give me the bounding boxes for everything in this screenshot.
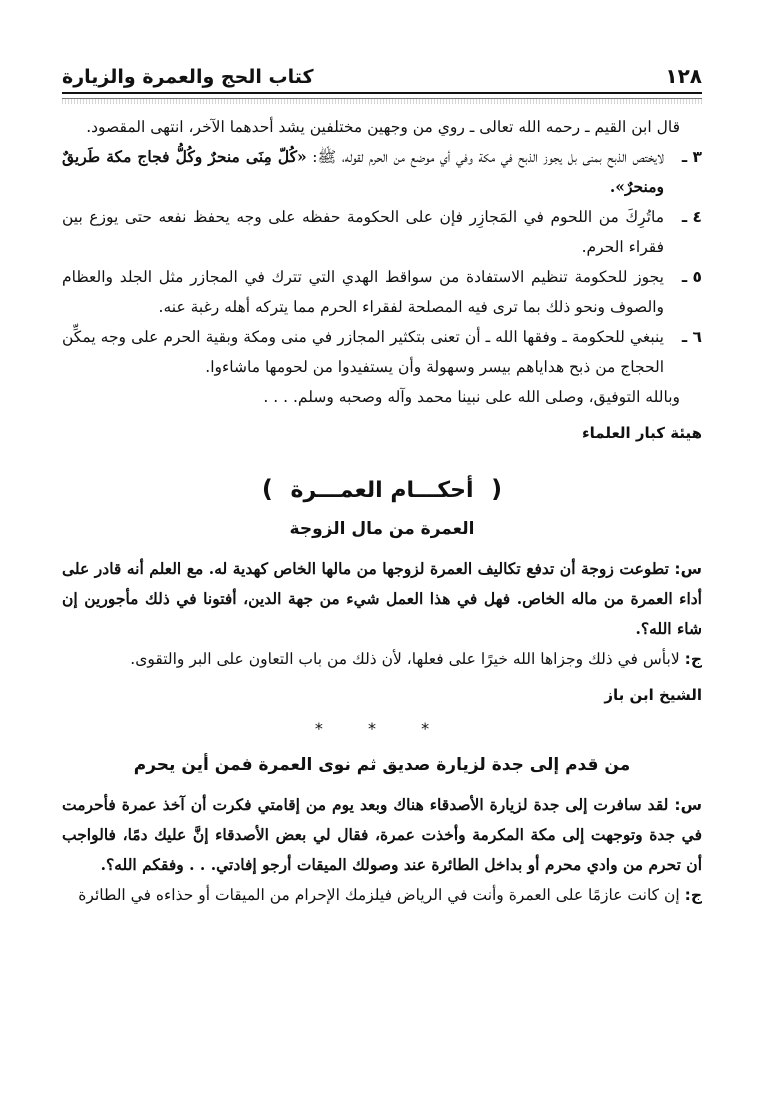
signature-ibn-baz: الشيخ ابن باز	[604, 686, 702, 704]
header-texture	[62, 99, 702, 104]
list-item	[62, 262, 702, 322]
page-number: ١٢٨	[665, 64, 702, 88]
signature-council: هيئة كبار العلماء	[581, 424, 702, 442]
question-label: س:	[674, 560, 702, 578]
answer-paragraph	[62, 880, 702, 910]
book-title: كتاب الحج والعمرة والزيارة	[62, 66, 314, 88]
item-body: لايختص الذبح بمنى بل يجوز الذبح في مكة وفي أي موضع من الحرم لقوله، ﷺ:	[312, 148, 665, 166]
item-number: ٥ ـ	[681, 268, 702, 286]
section-divider-stars: * * *	[314, 719, 450, 738]
answer-paragraph	[62, 644, 702, 674]
page-header	[62, 52, 702, 88]
question-paragraph	[62, 554, 702, 644]
header-rule	[62, 92, 702, 99]
answer-label: ج:	[684, 650, 702, 668]
question-label: س:	[674, 796, 702, 814]
item-body: ينبغي للحكومة ـ وفقها الله ـ أن تعنى بتكثير المجازر في منى ومكة وبقية الحرم على وجه يمكِّن الحجاج من ذبح هداياهم بيسر وسهولة وأن يستفيدوا من لحومها ماشاءوا.	[62, 328, 664, 376]
item-body: ماتُرِكَ من اللحوم في المَجازِر فإن على الحكومة حفظه على وجه يحفظ نفعه حتى يوزع بين فقراء الحرم.	[62, 208, 664, 256]
item-body: يجوز للحكومة تنظيم الاستفادة من سواقط الهدي التي تترك في المجازر مثل الجلد والعظام والصوف ونحو ذلك بما ترى فيه المصلحة لفقراء الحرم مما يتركه أهله رغبة عنه.	[62, 268, 664, 316]
answer-text: إن كانت عازمًا على العمرة وأنت في الرياض فيلزمك الإحرام من الميقات أو حذاءه في الطائرة	[78, 886, 680, 904]
hadith-quote: «كُلّ مِنَى منحرٌ وكُلُّ فجاج مكة طَريقٌ ومنحرٌ».	[62, 147, 664, 196]
section-heading	[62, 474, 702, 506]
closing-paragraph: وبالله التوفيق، وصلى الله على نبينا محمد وآله وصحبه وسلم. . . .	[263, 388, 680, 406]
topic-title: العمرة من مال الزوجة	[289, 519, 475, 539]
topic-title: من قدم إلى جدة لزيارة صديق ثم نوى العمرة فمن أين يحرم	[133, 755, 631, 775]
item-number: ٤ ـ	[681, 208, 702, 226]
answer-text: لابأس في ذلك وجزاها الله خيرًا على فعلها، لأن ذلك من باب التعاون على البر والتقوى.	[130, 650, 680, 668]
list-item	[62, 202, 702, 262]
item-text	[62, 142, 664, 202]
item-number: ٦ ـ	[681, 328, 702, 346]
question-text: لقد سافرت إلى جدة لزيارة الأصدقاء هناك وبعد يوم من إقامتي فكرت أن آخذ عمرة فأحرمت في جدة وتوجهت إلى مكة المكرمة وأخذت عمرة، فقال لي بعض الأصدقاء إنَّ عليك دمًا، فالواجب أن تحرم من وادي محرم أو بداخل الطائرة عند وصولك الميقات أرجو إفادتي. . . وفقكم الله؟.	[62, 795, 702, 874]
section-bracket-close: )	[261, 475, 273, 503]
question-text: تطوعت زوجة أن تدفع تكاليف العمرة لزوجها من مالها الخاص كهدية له. مع العلم أنه قادر على أداء العمرة من ماله الخاص. فهل في هذا العمل شيء من جهة الدين، أفتونا في ذلك مأجورين إن شاء الله؟.	[62, 559, 702, 638]
list-item	[62, 142, 702, 202]
section-bracket-open: (	[491, 475, 503, 503]
answer-label: ج:	[684, 886, 702, 904]
section-title: أحكـــام العمـــرة	[290, 478, 474, 503]
item-number: ٣ ـ	[681, 148, 702, 166]
intro-paragraph: قال ابن القيم ـ رحمه الله تعالى ـ روي من وجهين مختلفين يشد أحدهما الآخر، انتهى المقصود.	[86, 118, 680, 136]
question-paragraph	[62, 790, 702, 880]
list-item	[62, 322, 702, 382]
page-body	[62, 112, 702, 910]
